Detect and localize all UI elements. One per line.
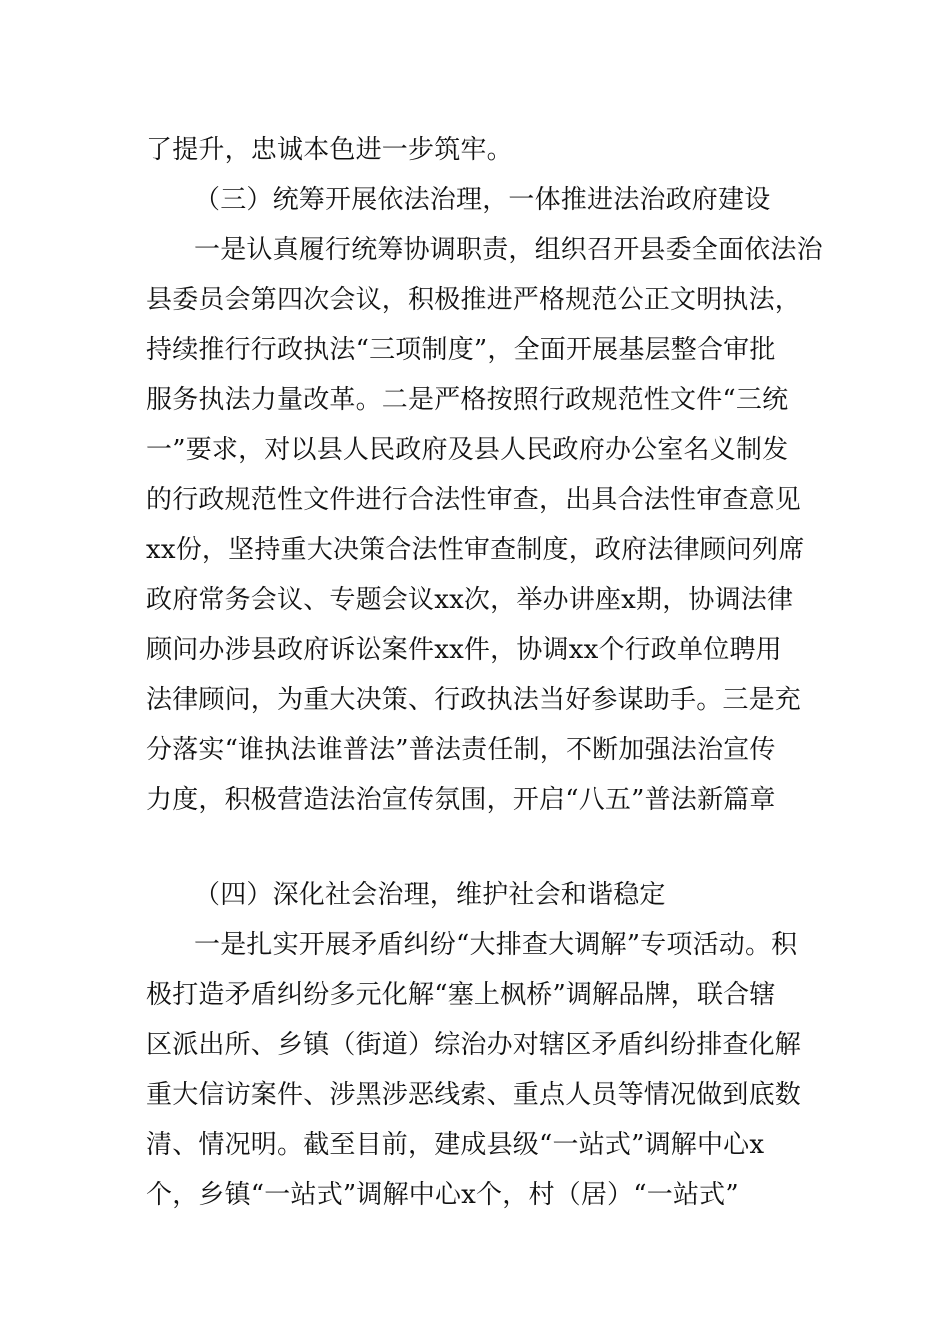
paragraph-line: xx份，坚持重大决策合法性审查制度，政府法律顾问列席 <box>146 535 805 565</box>
paragraph-line: 清、情况明。截至目前，建成县级“一站式”调解中心x <box>146 1130 765 1160</box>
section-heading-4: （四）深化社会治理，维护社会和谐稳定 <box>194 880 666 910</box>
paragraph-line: 重大信访案件、涉黑涉恶线索、重点人员等情况做到底数 <box>146 1080 802 1110</box>
paragraph-line: 服务执法力量改革。二是严格按照行政规范性文件“三统 <box>146 385 789 415</box>
paragraph-line: 力度，积极营造法治宣传氛围，开启“八五”普法新篇章 <box>146 785 776 815</box>
paragraph-line: 分落实“谁执法谁普法”普法责任制，不断加强法治宣传 <box>146 735 776 765</box>
paragraph-line: 区派出所、乡镇（街道）综治办对辖区矛盾纠纷排查化解 <box>146 1030 802 1060</box>
paragraph-line: 一”要求，对以县人民政府及县人民政府办公室名义制发 <box>146 435 789 465</box>
paragraph-line: 了提升，忠诚本色进一步筑牢。 <box>146 135 513 165</box>
paragraph-line: 顾问办涉县政府诉讼案件xx件，协调xx个行政单位聘用 <box>146 635 782 665</box>
section-heading-3: （三）统筹开展依法治理，一体推进法治政府建设 <box>194 185 771 215</box>
paragraph-line: 的行政规范性文件进行合法性审查，出具合法性审查意见 <box>146 485 802 515</box>
paragraph-line: 法律顾问，为重大决策、行政执法当好参谋助手。三是充 <box>146 685 802 715</box>
paragraph-line: 一是认真履行统筹协调职责，组织召开县委全面依法治 <box>194 235 823 265</box>
paragraph-line: 县委员会第四次会议，积极推进严格规范公正文明执法， <box>146 285 802 315</box>
paragraph-line: 政府常务会议、专题会议xx次，举办讲座x期，协调法律 <box>146 585 794 615</box>
paragraph-line: 持续推行行政执法“三项制度”，全面开展基层整合审批 <box>146 335 776 365</box>
paragraph-line: 个，乡镇“一站式”调解中心x个，村（居）“一站式” <box>146 1180 739 1210</box>
paragraph-line: 一是扎实开展矛盾纠纷“大排查大调解”专项活动。积 <box>194 930 798 960</box>
paragraph-line: 极打造矛盾纠纷多元化解“塞上枫桥”调解品牌，联合辖 <box>146 980 776 1010</box>
